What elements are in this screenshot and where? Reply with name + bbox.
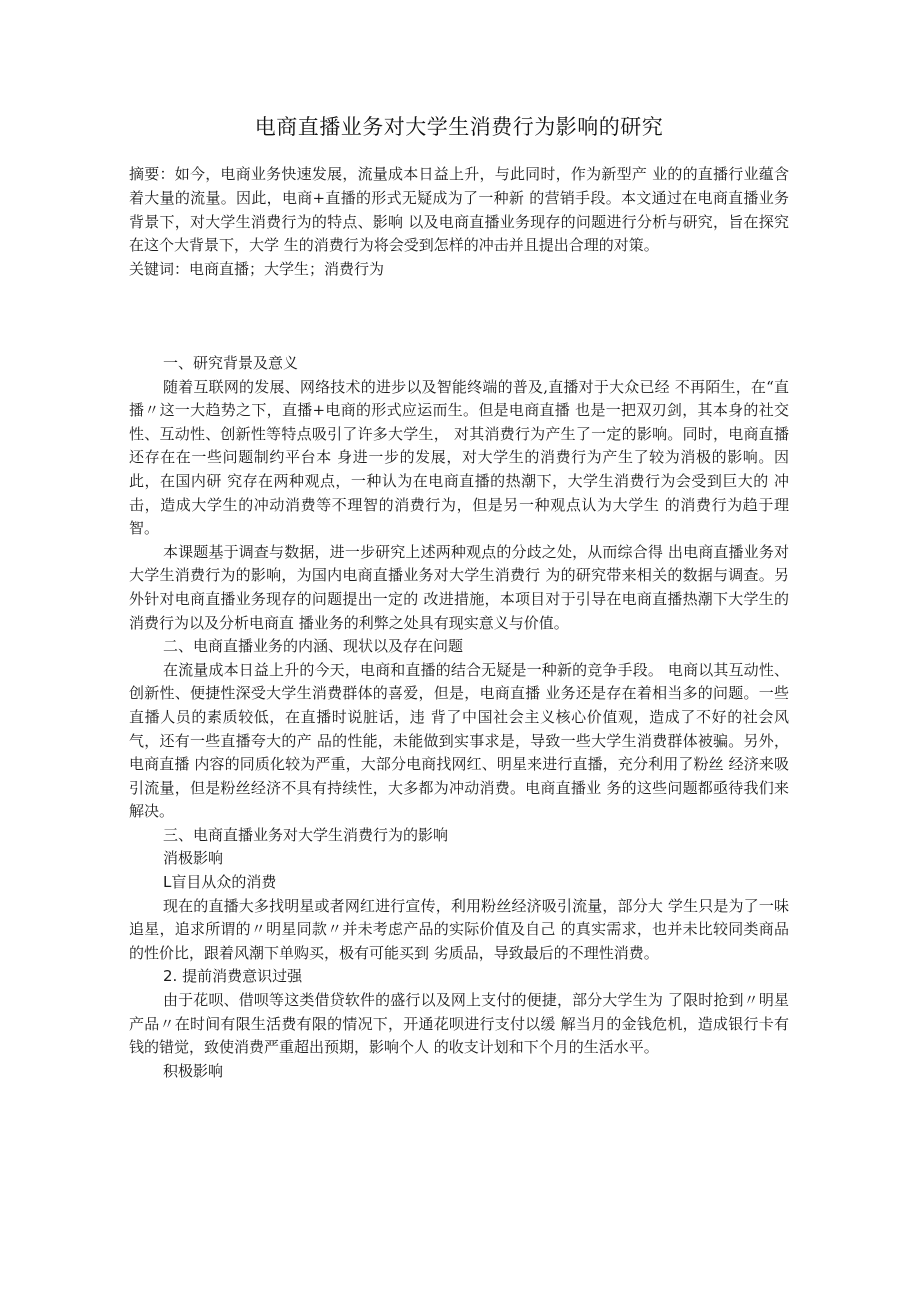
section-3-heading: 三、电商直播业务对大学生消费行为的影响 [163, 825, 449, 844]
section-1-heading: 一、研究背景及意义 [163, 354, 299, 372]
section-2-heading: 二、电商直播业务的内涵、现状以及存在问题 [163, 637, 464, 656]
negative-impact-heading: 消极影响 [163, 849, 224, 868]
section-2-paragraph-1: 在流量成本日益上升的今天，电商和直播的结合无疑是一种新的竞争手段。 电商以其互动性、创新性、便捷性深受大学生消费群体的喜爱，但是，电商直播 业务还是存在着相当多的问题。一些直播人员的素质较低，在直播时说脏话，违 背了中国社会主义核心价值观，造成了不好的社会风气，还有一些直播夸大的产 品的性能，未能做到实事求是，导致一些大学生消费群体被骗。另外，电商直播 内容的同质化较为严重，大部分电商找网红、明星来进行直播，充分利用了粉丝 经济来吸引流量，但是粉丝经济不具有持续性，大多都为冲动消费。电商直播业 务的这些问题都亟待我们来解决。 [129, 660, 789, 821]
positive-impact-heading: 积极影响 [163, 1061, 224, 1080]
item-2-paragraph: 由于花呗、借呗等这类借贷软件的盛行以及网上支付的便捷，部分大学生为 了限时抢到〃明星产品〃在时间有限生活费有限的情况下，开通花呗进行支付以缓 解当月的金钱危机，造成银行卡有钱的错觉，致使消费严重超出预期，影响个人 的收支计划和下个月的生活水平。 [129, 991, 789, 1057]
body-text [129, 352, 789, 1083]
abstract-block [129, 163, 789, 282]
abstract-paragraph: 摘要：如今，电商业务快速发展，流量成本日益上升，与此同时，作为新型产 业的的直播行业蕴含着大量的流量。因此，电商+直播的形式无疑成为了一种新 的营销手段。本文通过在电商直播业务背景下，对大学生消费行为的特点、影响 以及电商直播业务现存的问题进行分析与研究，旨在探究在这个大背景下，大学 生的消费行为将会受到怎样的冲击并且提出合理的对策。 [129, 165, 789, 255]
item-1-paragraph: 现在的直播大多找明星或者网红进行宣传，利用粉丝经济吸引流量，部分大 学生只是为了一味追星，追求所谓的〃明星同款〃并未考虑产品的实际价值及自己 的真实需求，也并未比较同类商品的性价比，跟着风潮下单购买，极有可能买到 劣质品，导致最后的不理性消费。 [129, 896, 789, 962]
document-title: 电商直播业务对大学生消费行为影响的研究 [254, 115, 664, 139]
keywords-line: 关键词：电商直播；大学生；消费行为 [129, 260, 385, 279]
section-1-paragraph-1: 随着互联网的发展、网络技术的进步以及智能终端的普及,直播对于大众已经 不再陌生，在“直播〃这一大趋势之下，直播+电商的形式应运而生。但是电商直播 也是一把双刃剑，其本身的社交性、互动性、创新性等特点吸引了许多大学生， 对其消费行为产生了一定的影响。同时，电商直播还存在在一些问题制约平台本 身进一步的发展，对大学生的消费行为产生了较为消极的影响。因此，在国内研 究存在两种观点，一种认为在电商直播的热潮下，大学生消费行为会受到巨大的 冲击，造成大学生的冲动消费等不理智的消费行为，但是另一种观点认为大学生 的消费行为趋于理智。 [129, 377, 789, 538]
item-1-heading: L盲目从众的消费 [163, 873, 277, 892]
item-2-heading: 2. 提前消费意识过强 [163, 967, 303, 986]
section-1-paragraph-2: 本课题基于调查与数据，进一步研究上述两种观点的分歧之处，从而综合得 出电商直播业务对大学生消费行为的影响，为国内电商直播业务对大学生消费行 为的研究带来相关的数据与调查。另外针对电商直播业务现存的问题提出一定的 改进措施，本项目对于引导在电商直播热潮下大学生的消费行为以及分析电商直 播业务的利弊之处具有现实意义与价值。 [129, 542, 789, 632]
